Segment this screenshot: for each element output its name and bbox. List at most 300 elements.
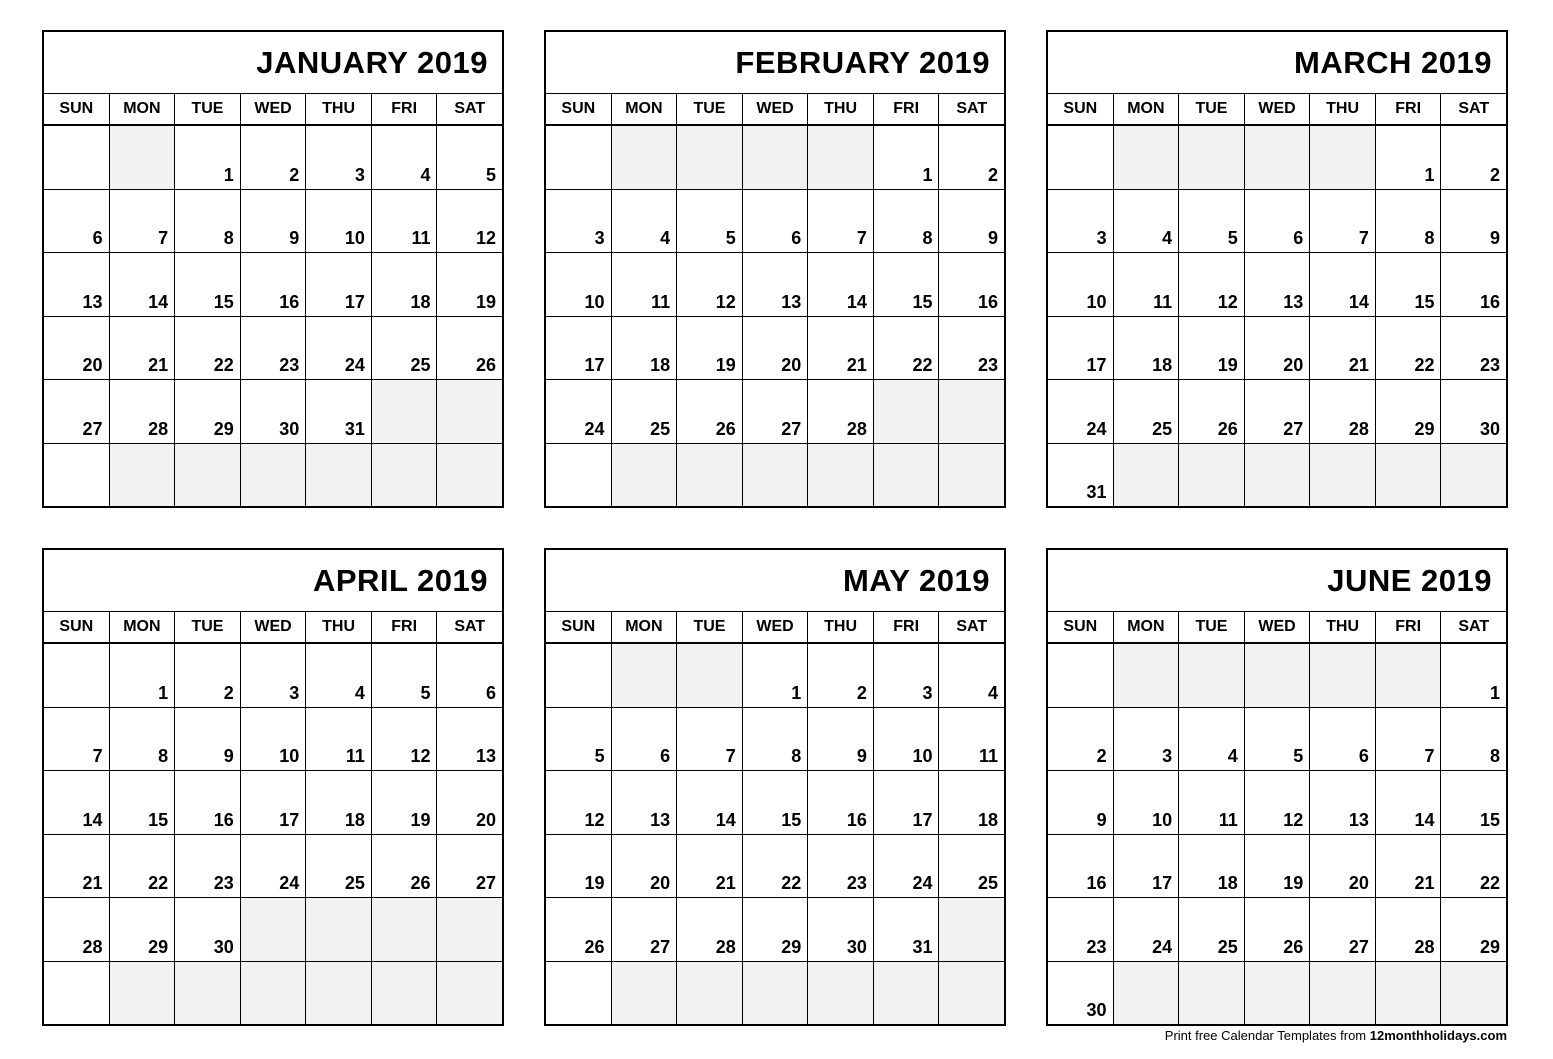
day-number: 7 (92, 746, 103, 766)
day-cell (1441, 835, 1506, 898)
day-cell (939, 835, 1004, 898)
day-number: 24 (584, 418, 605, 439)
day-number: 3 (1096, 228, 1107, 248)
weekday-label: SUN (1048, 612, 1114, 642)
day-number: 9 (856, 746, 867, 766)
week-row (546, 708, 1004, 772)
day-cell (1179, 898, 1245, 961)
day-cell (306, 644, 372, 707)
weekday-label: FRI (372, 612, 438, 642)
day-number: 27 (781, 418, 802, 439)
day-cell (939, 126, 1004, 189)
day-number: 16 (213, 809, 234, 830)
week-row (1048, 380, 1506, 444)
day-cell (612, 835, 678, 898)
day-number: 22 (148, 873, 169, 893)
empty-day-cell (939, 962, 1004, 1025)
month-calendar (544, 30, 1006, 508)
day-cell (437, 126, 502, 189)
day-number: 6 (1293, 228, 1304, 248)
day-cell (175, 771, 241, 834)
day-cell (546, 708, 612, 771)
day-cell (175, 126, 241, 189)
day-number: 12 (410, 746, 431, 766)
day-number: 14 (148, 291, 169, 312)
empty-day-cell (612, 962, 678, 1025)
month-calendar (544, 548, 1006, 1026)
empty-day-cell (175, 444, 241, 507)
weekday-label: THU (1310, 612, 1376, 642)
day-number: 7 (158, 228, 169, 248)
day-number: 7 (856, 228, 867, 248)
weekday-label: WED (241, 612, 307, 642)
day-number: 19 (1217, 355, 1238, 375)
weekday-label: MON (1114, 94, 1180, 124)
empty-day-cell (1179, 644, 1245, 707)
weekday-label: TUE (1179, 612, 1245, 642)
weekday-label: MON (110, 612, 176, 642)
empty-day-cell (44, 126, 110, 189)
day-number: 26 (1217, 418, 1238, 439)
day-number: 28 (715, 936, 736, 957)
day-number: 4 (420, 164, 431, 185)
day-cell (1376, 126, 1442, 189)
day-number: 23 (1480, 355, 1501, 375)
day-cell (372, 126, 438, 189)
day-cell (1245, 317, 1311, 380)
day-number: 6 (1358, 746, 1369, 766)
day-cell (939, 644, 1004, 707)
empty-day-cell (612, 444, 678, 507)
day-cell (808, 190, 874, 253)
day-number: 29 (781, 936, 802, 957)
day-cell (1245, 708, 1311, 771)
day-cell (1376, 380, 1442, 443)
day-cell (743, 253, 809, 316)
week-row (44, 962, 502, 1025)
day-cell (677, 253, 743, 316)
day-cell (372, 835, 438, 898)
day-cell (1310, 771, 1376, 834)
day-number: 28 (846, 418, 867, 439)
weekday-label: SAT (956, 618, 988, 635)
day-number: 9 (1490, 228, 1501, 248)
day-number: 27 (82, 418, 103, 439)
week-row (1048, 771, 1506, 835)
weekday-label: TUE (175, 612, 241, 642)
empty-day-cell (808, 444, 874, 507)
day-cell (1310, 380, 1376, 443)
day-number: 6 (486, 682, 497, 703)
day-number: 9 (988, 228, 999, 248)
day-number: 21 (1414, 873, 1435, 893)
week-row (1048, 962, 1506, 1025)
empty-day-cell (546, 444, 612, 507)
day-cell (743, 835, 809, 898)
day-number: 29 (148, 936, 169, 957)
empty-day-cell (372, 898, 438, 961)
day-number: 3 (289, 682, 300, 703)
day-cell (1048, 380, 1114, 443)
day-cell (677, 835, 743, 898)
weekday-label: FRI (1376, 94, 1442, 124)
empty-day-cell (1310, 444, 1376, 507)
day-number: 14 (1348, 291, 1369, 312)
day-number: 28 (82, 936, 103, 957)
month-calendar (1046, 548, 1508, 1026)
day-number: 21 (148, 355, 169, 375)
empty-day-cell (44, 444, 110, 507)
empty-day-cell (372, 380, 438, 443)
day-number: 13 (476, 746, 497, 766)
day-cell (44, 190, 110, 253)
day-cell (1441, 126, 1506, 189)
day-cell (372, 771, 438, 834)
day-cell (44, 898, 110, 961)
empty-day-cell (1179, 962, 1245, 1025)
empty-day-cell (1310, 962, 1376, 1025)
day-cell (306, 317, 372, 380)
empty-day-cell (1245, 126, 1311, 189)
day-cell (677, 898, 743, 961)
week-row (546, 126, 1004, 190)
day-number: 13 (650, 809, 671, 830)
weekday-label: THU (808, 612, 874, 642)
empty-day-cell (110, 444, 176, 507)
day-cell (1310, 835, 1376, 898)
day-cell (437, 771, 502, 834)
empty-day-cell (1048, 644, 1114, 707)
day-number: 11 (345, 746, 365, 766)
day-cell (1245, 771, 1311, 834)
day-cell (437, 253, 502, 316)
day-number: 16 (1086, 873, 1107, 893)
day-cell (808, 898, 874, 961)
weekday-label: SUN (546, 612, 612, 642)
week-row (44, 253, 502, 317)
empty-day-cell (1114, 644, 1180, 707)
weekday-header (44, 612, 502, 644)
day-number: 18 (1217, 873, 1238, 893)
weekday-header (1048, 94, 1506, 126)
day-number: 23 (213, 873, 234, 893)
day-number: 18 (344, 809, 365, 830)
day-number: 26 (584, 936, 605, 957)
weekday-label: WED (743, 94, 809, 124)
month-calendar (42, 548, 504, 1026)
day-cell (612, 380, 678, 443)
day-cell (437, 190, 502, 253)
empty-day-cell (1376, 444, 1442, 507)
empty-day-cell (612, 126, 678, 189)
day-number: 21 (715, 873, 736, 893)
weekday-label: SAT (454, 100, 486, 117)
week-row (546, 771, 1004, 835)
day-cell (1114, 898, 1180, 961)
day-cell (677, 317, 743, 380)
day-number: 2 (1490, 164, 1501, 185)
empty-day-cell (1376, 962, 1442, 1025)
day-cell (546, 253, 612, 316)
day-number: 30 (279, 418, 300, 439)
day-number: 27 (476, 873, 497, 893)
day-cell (612, 708, 678, 771)
weekday-label: THU (808, 94, 874, 124)
day-cell (241, 126, 307, 189)
day-cell (612, 190, 678, 253)
day-cell (1114, 317, 1180, 380)
day-number: 20 (650, 873, 671, 893)
day-number: 11 (411, 228, 431, 248)
month-title: JANUARY 2019 (44, 32, 502, 94)
day-number: 8 (1424, 228, 1435, 248)
week-row (44, 380, 502, 444)
day-number: 13 (1348, 809, 1369, 830)
day-cell (874, 253, 940, 316)
week-row (44, 708, 502, 772)
weekday-label: SAT (454, 618, 486, 635)
day-cell (437, 835, 502, 898)
empty-day-cell (743, 126, 809, 189)
day-number: 17 (344, 291, 365, 312)
weekday-label: MON (612, 612, 678, 642)
day-cell (372, 317, 438, 380)
day-number: 26 (715, 418, 736, 439)
empty-day-cell (874, 380, 940, 443)
day-number: 20 (82, 355, 103, 375)
day-number: 28 (148, 418, 169, 439)
empty-day-cell (306, 898, 372, 961)
day-number: 9 (1096, 809, 1107, 830)
day-cell (110, 771, 176, 834)
day-cell (612, 317, 678, 380)
day-number: 23 (1086, 936, 1107, 957)
empty-day-cell (1245, 962, 1311, 1025)
day-cell (1441, 898, 1506, 961)
day-number: 1 (791, 682, 802, 703)
day-number: 17 (1152, 873, 1173, 893)
weekday-label: FRI (874, 612, 940, 642)
month-title: JUNE 2019 (1048, 550, 1506, 612)
day-cell (1441, 708, 1506, 771)
day-cell (44, 253, 110, 316)
day-number: 15 (1480, 809, 1501, 830)
day-cell (743, 898, 809, 961)
day-number: 21 (82, 873, 103, 893)
footer-brand-link[interactable]: 12monthholidays.com (1369, 1028, 1507, 1043)
day-cell (1441, 644, 1506, 707)
day-number: 5 (1227, 228, 1238, 248)
day-number: 8 (223, 228, 234, 248)
day-cell (1310, 190, 1376, 253)
weekday-label: WED (1245, 612, 1311, 642)
day-number: 1 (1490, 682, 1501, 703)
week-row (546, 898, 1004, 962)
day-cell (1048, 771, 1114, 834)
day-number: 14 (1414, 809, 1435, 830)
week-row (1048, 317, 1506, 381)
week-row (1048, 126, 1506, 190)
empty-day-cell (437, 444, 502, 507)
day-number: 4 (1162, 228, 1173, 248)
day-number: 20 (781, 355, 802, 375)
empty-day-cell (1245, 444, 1311, 507)
day-number: 24 (344, 355, 365, 375)
day-number: 7 (725, 746, 736, 766)
day-number: 28 (1348, 418, 1369, 439)
empty-day-cell (1114, 126, 1180, 189)
weekday-label: WED (743, 612, 809, 642)
day-cell (1310, 708, 1376, 771)
day-number: 25 (1217, 936, 1238, 957)
day-number: 24 (1152, 936, 1173, 957)
empty-day-cell (1310, 126, 1376, 189)
empty-day-cell (1048, 126, 1114, 189)
day-cell (1048, 190, 1114, 253)
weekday-label: SAT (1458, 100, 1490, 117)
empty-day-cell (110, 962, 176, 1025)
weekday-header (546, 612, 1004, 644)
day-cell (939, 708, 1004, 771)
day-cell (372, 190, 438, 253)
week-row (546, 317, 1004, 381)
day-number: 14 (82, 809, 103, 830)
day-cell (743, 708, 809, 771)
week-row (44, 444, 502, 507)
empty-day-cell (372, 444, 438, 507)
day-cell (437, 708, 502, 771)
day-number: 27 (1348, 936, 1369, 957)
day-number: 24 (912, 873, 933, 893)
empty-day-cell (612, 644, 678, 707)
day-cell (1179, 708, 1245, 771)
day-cell (1441, 317, 1506, 380)
day-cell (1376, 190, 1442, 253)
day-number: 18 (650, 355, 671, 375)
empty-day-cell (437, 380, 502, 443)
empty-day-cell (808, 126, 874, 189)
day-cell (874, 835, 940, 898)
week-row (1048, 835, 1506, 899)
day-cell (1376, 835, 1442, 898)
week-row (546, 962, 1004, 1025)
day-number: 25 (410, 355, 431, 375)
day-cell (1441, 253, 1506, 316)
day-number: 26 (1283, 936, 1304, 957)
day-cell (372, 708, 438, 771)
day-cell (306, 835, 372, 898)
day-cell (110, 317, 176, 380)
day-number: 11 (1153, 291, 1173, 312)
day-number: 31 (912, 936, 933, 957)
day-number: 11 (979, 746, 999, 766)
day-number: 8 (1490, 746, 1501, 766)
empty-day-cell (44, 644, 110, 707)
day-number: 23 (846, 873, 867, 893)
day-cell (241, 708, 307, 771)
day-cell (743, 644, 809, 707)
day-number: 4 (1227, 746, 1238, 766)
empty-day-cell (743, 444, 809, 507)
day-cell (1114, 708, 1180, 771)
day-cell (1114, 380, 1180, 443)
day-number: 5 (594, 746, 605, 766)
day-number: 31 (1086, 482, 1107, 502)
day-cell (1179, 190, 1245, 253)
day-number: 3 (354, 164, 365, 185)
day-number: 31 (344, 418, 365, 439)
day-cell (110, 644, 176, 707)
weekday-label: MON (1114, 612, 1180, 642)
day-cell (241, 771, 307, 834)
day-cell (677, 708, 743, 771)
day-number: 30 (846, 936, 867, 957)
day-cell (939, 771, 1004, 834)
day-number: 1 (223, 164, 234, 185)
day-cell (1048, 898, 1114, 961)
day-cell (437, 644, 502, 707)
day-cell (306, 253, 372, 316)
day-number: 10 (912, 746, 933, 766)
day-cell (1048, 317, 1114, 380)
day-cell (1048, 962, 1114, 1025)
day-cell (1179, 835, 1245, 898)
day-number: 21 (846, 355, 867, 375)
day-cell (175, 190, 241, 253)
day-number: 18 (410, 291, 431, 312)
day-number: 3 (1162, 746, 1173, 766)
day-cell (874, 898, 940, 961)
day-number: 22 (213, 355, 234, 375)
day-number: 16 (279, 291, 300, 312)
day-cell (939, 317, 1004, 380)
day-cell (1245, 898, 1311, 961)
day-number: 12 (715, 291, 736, 312)
day-number: 27 (650, 936, 671, 957)
weekday-label: TUE (677, 612, 743, 642)
day-number: 30 (1480, 418, 1501, 439)
day-cell (1114, 835, 1180, 898)
day-number: 2 (223, 682, 234, 703)
weekday-label: FRI (874, 94, 940, 124)
week-row (44, 644, 502, 708)
day-number: 23 (279, 355, 300, 375)
day-grid (546, 644, 1004, 1024)
day-cell (241, 644, 307, 707)
day-cell (1245, 835, 1311, 898)
day-cell (874, 317, 940, 380)
day-number: 25 (344, 873, 365, 893)
day-cell (1245, 190, 1311, 253)
day-cell (612, 253, 678, 316)
weekday-label: SAT (1458, 618, 1490, 635)
week-row (1048, 898, 1506, 962)
day-number: 4 (354, 682, 365, 703)
day-grid (44, 126, 502, 506)
day-number: 7 (1358, 228, 1369, 248)
day-number: 26 (476, 355, 497, 375)
day-cell (241, 190, 307, 253)
day-number: 17 (279, 809, 300, 830)
empty-day-cell (1310, 644, 1376, 707)
day-number: 5 (486, 164, 497, 185)
empty-day-cell (306, 444, 372, 507)
week-row (44, 835, 502, 899)
day-number: 25 (650, 418, 671, 439)
weekday-label: SUN (1048, 94, 1114, 124)
day-cell (110, 898, 176, 961)
day-cell (808, 317, 874, 380)
